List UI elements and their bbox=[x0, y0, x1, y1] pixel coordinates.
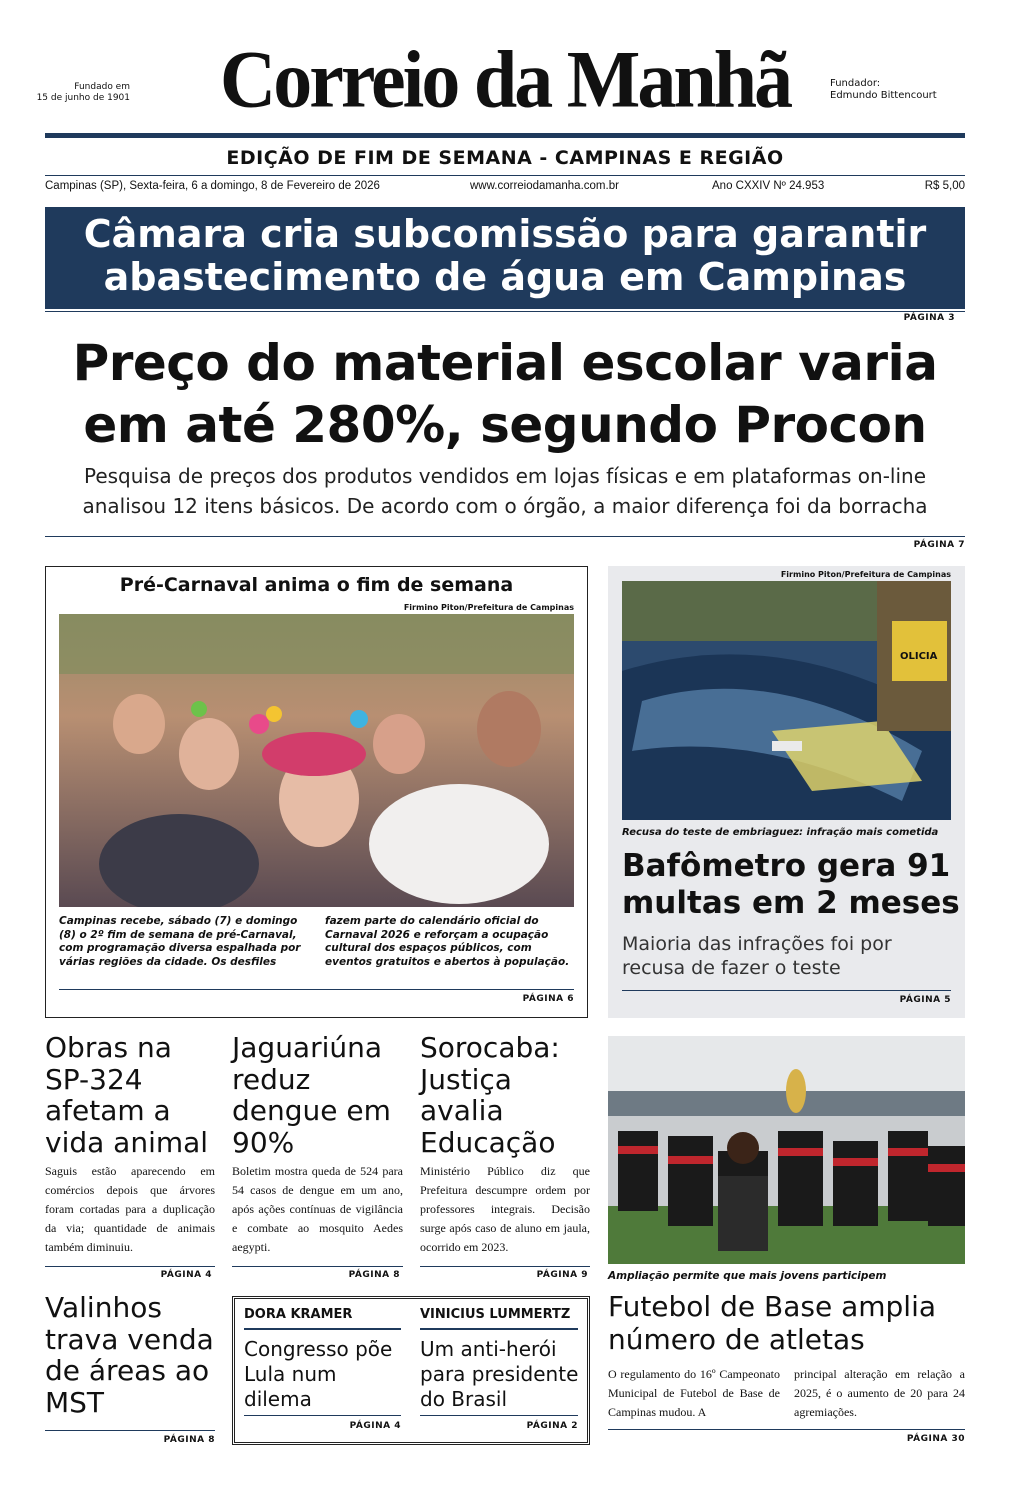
opinion-rule-kramer bbox=[244, 1328, 401, 1330]
opinion-rule-lummertz bbox=[420, 1328, 578, 1330]
football-photo[interactable] bbox=[608, 1036, 965, 1264]
opinion-bottom-rule-kramer bbox=[244, 1415, 401, 1416]
opinion-bottom-rule-lummertz bbox=[420, 1415, 578, 1416]
carnival-page-ref[interactable]: PÁGINA 6 bbox=[522, 994, 574, 1004]
lead-page-ref[interactable]: PÁGINA 7 bbox=[913, 540, 965, 550]
football-caption: Ampliação permite que mais jovens participem bbox=[608, 1270, 887, 1282]
banner-page-ref[interactable]: PÁGINA 3 bbox=[903, 313, 955, 323]
opinion-headline-kramer[interactable]: Congresso põe Lula num dilema bbox=[244, 1337, 393, 1411]
edition-label: EDIÇÃO DE FIM DE SEMANA - CAMPINAS E REGIÃO bbox=[226, 147, 784, 169]
football-body-right: principal alteração em relação a 2025, é o aumento de 20 para 24 agremiações. bbox=[794, 1367, 965, 1419]
carnival-photo-credit: Firmino Piton/Prefeitura de Campinas bbox=[403, 603, 574, 612]
price: R$ 5,00 bbox=[924, 180, 965, 192]
banner-box[interactable] bbox=[45, 207, 965, 309]
lead-subhead: Pesquisa de preços dos produtos vendidos em lojas físicas e em plataformas on-line analisou 12 itens básicos. De acordo com o órgão, a maior diferença foi da borracha bbox=[82, 464, 928, 518]
website-link[interactable]: www.correiodamanha.com.br bbox=[470, 180, 619, 192]
football-rule bbox=[608, 1429, 965, 1430]
breathalyzer-photo-credit: Firmino Piton/Prefeitura de Campinas bbox=[780, 570, 951, 579]
football-headline[interactable]: Futebol de Base amplia número de atletas bbox=[608, 1290, 937, 1356]
opinion-author-lummertz: VINICIUS LUMMERTZ bbox=[420, 1307, 571, 1322]
police-label-text: OLICIA bbox=[900, 651, 938, 662]
opinion-author-kramer: DORA KRAMER bbox=[244, 1307, 353, 1322]
sp324-headline[interactable]: Obras na SP-324 afetam a vida animal bbox=[45, 1031, 209, 1159]
newspaper-logo: Correio da Manhã bbox=[219, 32, 791, 125]
sp324-body: Saguis estão aparecendo em comércios depois que árvores foram cortadas para a duplicação da via; quantidade de animais também diminuiu. bbox=[45, 1164, 215, 1254]
opinion-page-ref-lummertz[interactable]: PÁGINA 2 bbox=[526, 1421, 578, 1431]
issue-number: Ano CXXIV Nº 24.953 bbox=[712, 180, 825, 192]
sorocaba-body: Ministério Público diz que Prefeitura descumpre ordem por professores integrais. Decisão surge após caso de aluno em jaula, ocorrido em 2023. bbox=[420, 1164, 590, 1254]
sorocaba-headline[interactable]: Sorocaba: Justiça avalia Educação bbox=[420, 1031, 560, 1159]
breathalyzer-photo[interactable] bbox=[622, 581, 951, 820]
breathalyzer-caption: Recusa do teste de embriaguez: infração mais cometida bbox=[622, 827, 939, 838]
police-car-image bbox=[622, 581, 951, 820]
jaguariuna-page-ref[interactable]: PÁGINA 8 bbox=[348, 1270, 400, 1280]
sorocaba-rule bbox=[420, 1266, 590, 1267]
valinhos-rule bbox=[45, 1430, 215, 1431]
opinion-headline-lummertz[interactable]: Um anti-herói para presidente do Brasil bbox=[420, 1337, 579, 1411]
football-page-ref[interactable]: PÁGINA 30 bbox=[906, 1434, 965, 1444]
sp324-page-ref[interactable]: PÁGINA 4 bbox=[160, 1270, 212, 1280]
banner-headline: Câmara cria subcomissão para garantir abastecimento de água em Campinas bbox=[83, 212, 927, 299]
lead-rule bbox=[45, 536, 965, 537]
carnival-photo[interactable] bbox=[59, 614, 574, 907]
edition-rule bbox=[45, 175, 965, 176]
carnival-rule bbox=[59, 989, 574, 990]
carnival-caption-right: fazem parte do calendário oficial do Carnaval 2026 e reforçam a ocupação cultural dos espaços públicos, com eventos gratuitos e abertos à população. bbox=[325, 915, 570, 968]
carnival-title[interactable]: Pré-Carnaval anima o fim de semana bbox=[119, 574, 514, 596]
dateline: Campinas (SP), Sexta-feira, 6 a domingo, 8 de Fevereiro de 2026 bbox=[45, 180, 380, 192]
founded-date: Fundado em 15 de junho de 1901 bbox=[36, 82, 130, 103]
breathalyzer-headline[interactable]: Bafômetro gera 91 multas em 2 meses bbox=[622, 848, 960, 921]
valinhos-page-ref[interactable]: PÁGINA 8 bbox=[163, 1435, 215, 1445]
jaguariuna-headline[interactable]: Jaguariúna reduz dengue em 90% bbox=[232, 1031, 391, 1159]
lead-headline[interactable]: Preço do material escolar varia em até 280%, segundo Procon bbox=[72, 334, 938, 454]
jaguariuna-body: Boletim mostra queda de 524 para 54 casos de dengue em um ano, após ações contínuas de vigilância e combate ao mosquito Aedes aegypti. bbox=[232, 1164, 403, 1254]
valinhos-headline[interactable]: Valinhos trava venda de áreas ao MST bbox=[45, 1291, 214, 1419]
crowd-image bbox=[59, 614, 574, 907]
sp324-rule bbox=[45, 1266, 215, 1267]
breathalyzer-subhead: Maioria das infrações foi por recusa de fazer o teste bbox=[622, 933, 892, 979]
breathalyzer-rule bbox=[622, 990, 951, 991]
breathalyzer-page-ref[interactable]: PÁGINA 5 bbox=[899, 995, 951, 1005]
football-body-left: O regulamento do 16º Campeonato Municipal de Futebol de Base de Campinas mudou. A bbox=[608, 1367, 780, 1419]
sorocaba-page-ref[interactable]: PÁGINA 9 bbox=[536, 1270, 588, 1280]
banner-rule bbox=[45, 311, 965, 312]
masthead-rule bbox=[45, 133, 965, 138]
football-team-image bbox=[608, 1036, 965, 1264]
opinion-page-ref-kramer[interactable]: PÁGINA 4 bbox=[349, 1421, 401, 1431]
carnival-caption-left: Campinas recebe, sábado (7) e domingo (8) o 2º fim de semana de pré-Carnaval, com programação diversa espalhada por várias regiões da cidade. Os desfiles bbox=[59, 915, 301, 968]
founder: Fundador: Edmundo Bittencourt bbox=[830, 78, 937, 101]
jaguariuna-rule bbox=[232, 1266, 403, 1267]
